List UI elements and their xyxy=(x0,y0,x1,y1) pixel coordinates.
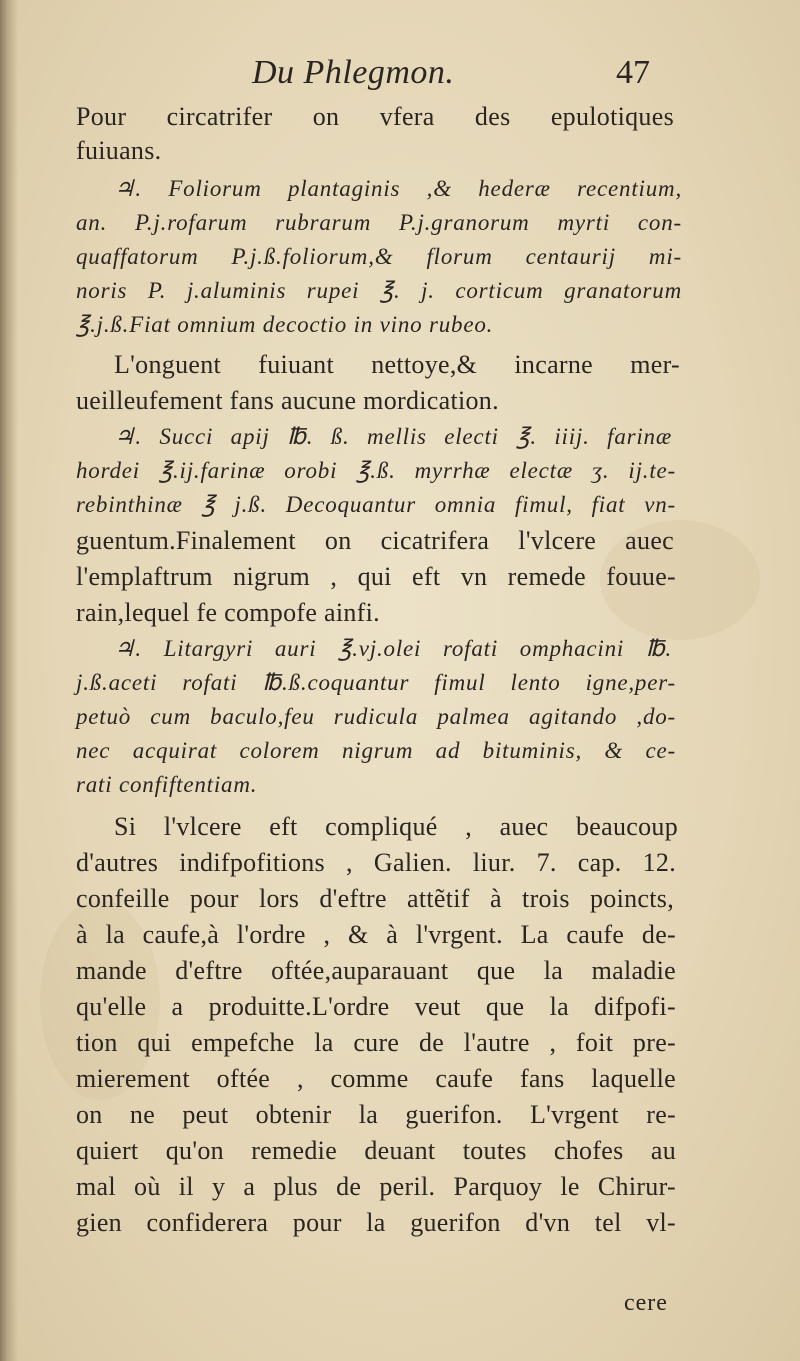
text-line: fuiuans. xyxy=(76,136,162,165)
text-line: confeille pour lors d'eftre attẽtif à trois poincts, xyxy=(76,884,674,913)
text-line: hordei ℥.ij.farinæ orobi ℥.ß. myrrhæ electæ ʒ. ij.te- xyxy=(76,458,676,483)
text-line: on ne peut obtenir la guerifon. L'vrgent re- xyxy=(76,1100,676,1129)
text-line: ♃. Litargyri auri ℥.vj.olei rofati omphacini ℔. xyxy=(114,636,672,661)
text-line: ♃. Foliorum plantaginis ,& hederæ recentium, xyxy=(114,176,682,201)
text-line: guentum.Finalement on cicatrifera l'vlcere auec xyxy=(76,526,674,555)
text-line: mande d'eftre oftée,auparauant que la maladie xyxy=(76,956,676,985)
text-line: mierement oftée , comme caufe fans laquelle xyxy=(76,1064,676,1093)
text-line: gien confiderera pour la guerifon d'vn tel vl- xyxy=(76,1208,676,1237)
page-gutter xyxy=(0,0,18,1361)
running-title: Du Phlegmon. xyxy=(252,54,455,91)
text-line: rain,lequel fe compofe ainfi. xyxy=(76,598,380,627)
text-line: Pour circatrifer on vfera des epulotiques xyxy=(76,102,674,131)
text-line: noris P. j.aluminis rupei ℥. j. corticum granatorum xyxy=(76,278,682,303)
text-line: an. P.j.rofarum rubrarum P.j.granorum myrti con- xyxy=(76,210,682,235)
text-line: nec acquirat colorem nigrum ad bituminis, & ce- xyxy=(76,738,676,763)
text-line: ueilleufement fans aucune mordication. xyxy=(76,386,499,415)
text-line: à la caufe,à l'ordre , & à l'vrgent. La caufe de- xyxy=(76,920,676,949)
text-line: Si l'vlcere eft compliqué , auec beaucoup xyxy=(114,812,678,841)
text-line: rati confiftentiam. xyxy=(76,772,258,797)
catchword: cere xyxy=(624,1290,668,1316)
text-line: petuò cum baculo,feu rudicula palmea agitando ,do- xyxy=(76,704,676,729)
text-line: ℥.j.ß.Fiat omnium decoctio in vino rubeo. xyxy=(76,312,494,337)
page-header xyxy=(0,54,800,104)
text-line: qu'elle a produitte.L'ordre veut que la difpofi- xyxy=(76,992,676,1021)
text-line: d'autres indifpofitions , Galien. liur. 7. cap. 12. xyxy=(76,848,676,877)
text-line: j.ß.aceti rofati ℔.ß.coquantur fimul lento igne,per- xyxy=(76,670,676,695)
text-line: quiert qu'on remedie deuant toutes chofes au xyxy=(76,1136,676,1165)
text-line: quaffatorum P.j.ß.foliorum,& florum centaurij mi- xyxy=(76,244,682,269)
text-line: L'onguent fuiuant nettoye,& incarne mer- xyxy=(114,350,680,379)
page-number: 47 xyxy=(616,54,650,91)
text-line: tion qui empefche la cure de l'autre , foit pre- xyxy=(76,1028,676,1057)
text-line: mal où il y a plus de peril. Parquoy le Chirur- xyxy=(76,1172,676,1201)
text-line: l'emplaftrum nigrum , qui eft vn remede fouue- xyxy=(76,562,676,591)
text-line: rebinthinæ ℥ j.ß. Decoquantur omnia fimul, fiat vn- xyxy=(76,492,676,517)
text-line: ♃. Succi apij ℔. ß. mellis electi ℥. iiij. farinæ xyxy=(114,424,672,449)
